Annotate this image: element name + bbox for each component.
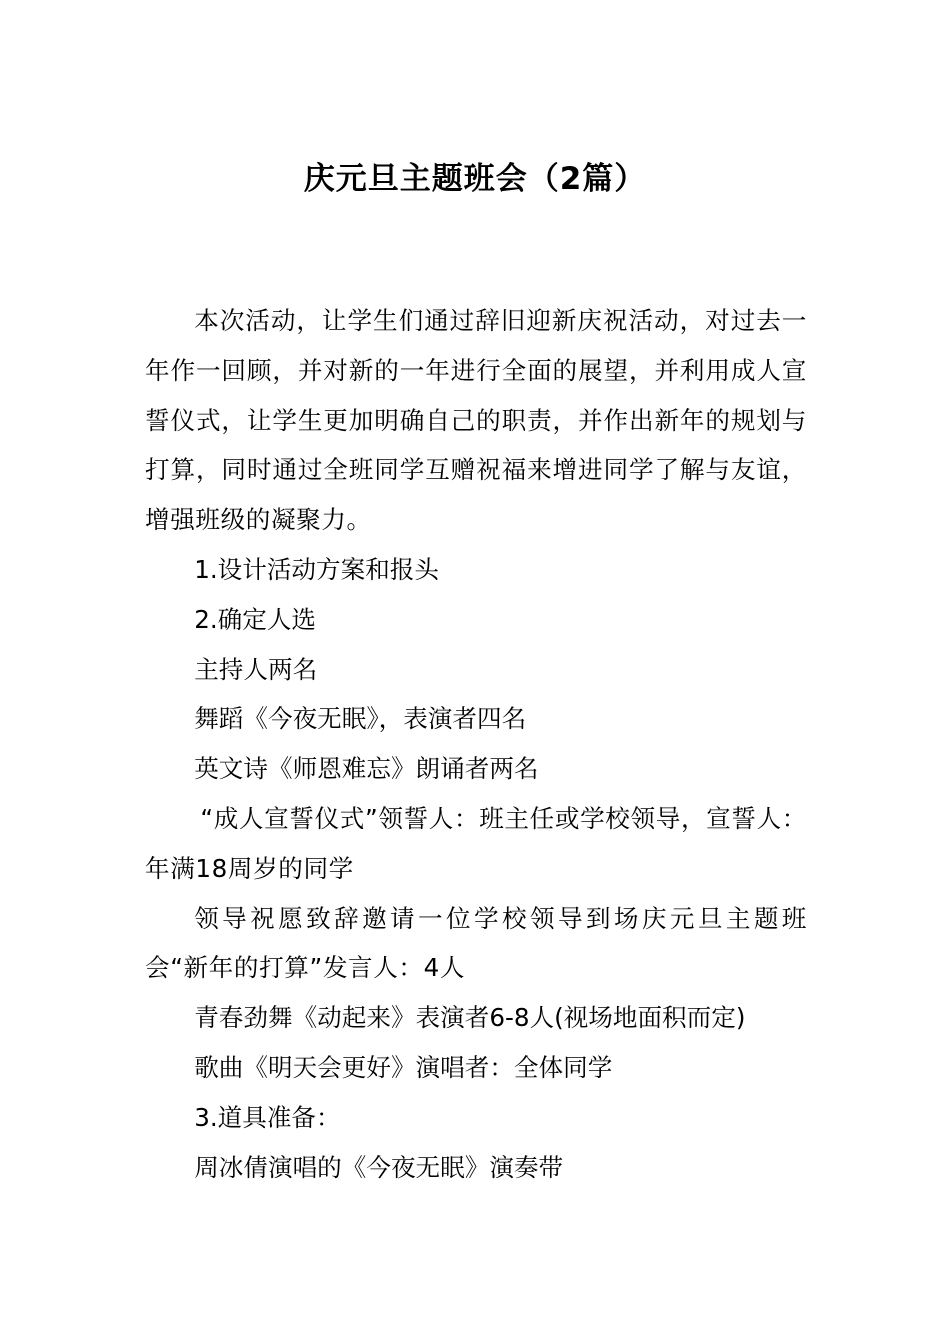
paragraph-leader-speech: 领导祝愿致辞邀请一位学校领导到场庆元旦主题班会“新年的打算”发言人：4人: [145, 903, 807, 983]
paragraph-youth-dance: 青春劲舞《动起来》表演者6-8人(视场地面积而定): [194, 1003, 746, 1033]
paragraph-dance: 舞蹈《今夜无眠》，表演者四名: [194, 704, 527, 734]
document-body: [145, 296, 807, 1192]
list-item-select-people: 2.确定人选: [194, 604, 317, 634]
paragraph-backing-track: 周冰倩演唱的《今夜无眠》演奏带: [194, 1152, 564, 1182]
paragraph-intro: 本次活动，让学生们通过辞旧迎新庆祝活动，对过去一年作一回顾，并对新的一年进行全面的展望，并利用成人宣誓仪式，让学生更加明确自己的职责，并作出新年的规划与打算，同时通过全班同学互赠祝福来增进同学了解与友谊，增强班级的凝聚力。: [145, 306, 807, 535]
paragraph-poem: 英文诗《师恩难忘》朗诵者两名: [194, 754, 539, 784]
list-item-props: 3.道具准备：: [194, 1102, 341, 1132]
document-title: 庆元旦主题班会（2篇）: [303, 161, 647, 197]
paragraph-oath-ceremony: “成人宣誓仪式”领誓人：班主任或学校领导，宣誓人：年满18周岁的同学: [145, 803, 807, 883]
paragraph-song: 歌曲《明天会更好》演唱者：全体同学: [194, 1052, 613, 1082]
list-item-design-plan: 1.设计活动方案和报头: [194, 554, 439, 584]
paragraph-hosts: 主持人两名: [194, 654, 318, 684]
